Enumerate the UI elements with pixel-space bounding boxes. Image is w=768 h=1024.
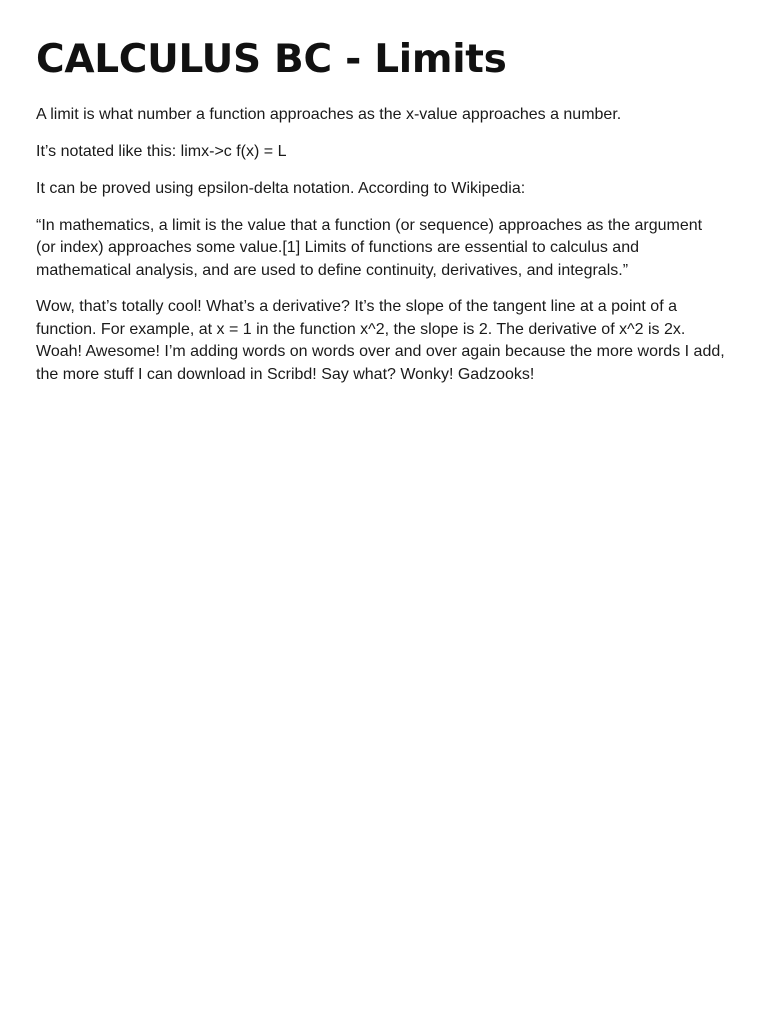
paragraph-derivative: Wow, that’s totally cool! What’s a derivative? It’s the slope of the tangent line at a point of a function. For example, at x = 1 in the function x^2, the slope is 2. The derivative of x^2 is 2x. Woah! Awesome! I’m adding words on words over and over again because the more words I add, the more stuff I can download in Scribd! Say what? Wonky! Gadzooks!	[36, 298, 725, 383]
paragraph-wikipedia-quote: “In mathematics, a limit is the value that a function (or sequence) approaches as the argument (or index) approaches some value.[1] Limits of functions are essential to calculus and mathematical analysis, and are used to define continuity, derivatives, and integrals.”	[36, 216, 703, 279]
document-page	[36, 34, 726, 400]
paragraph-notation: It’s notated like this: limx->c f(x) = L	[36, 142, 287, 160]
document-title: CALCULUS BC - Limits	[36, 37, 507, 82]
paragraph-epsilon-delta: It can be proved using epsilon-delta notation. According to Wikipedia:	[36, 180, 526, 197]
paragraph-limit-definition: A limit is what number a function approaches as the x-value approaches a number.	[36, 106, 622, 123]
